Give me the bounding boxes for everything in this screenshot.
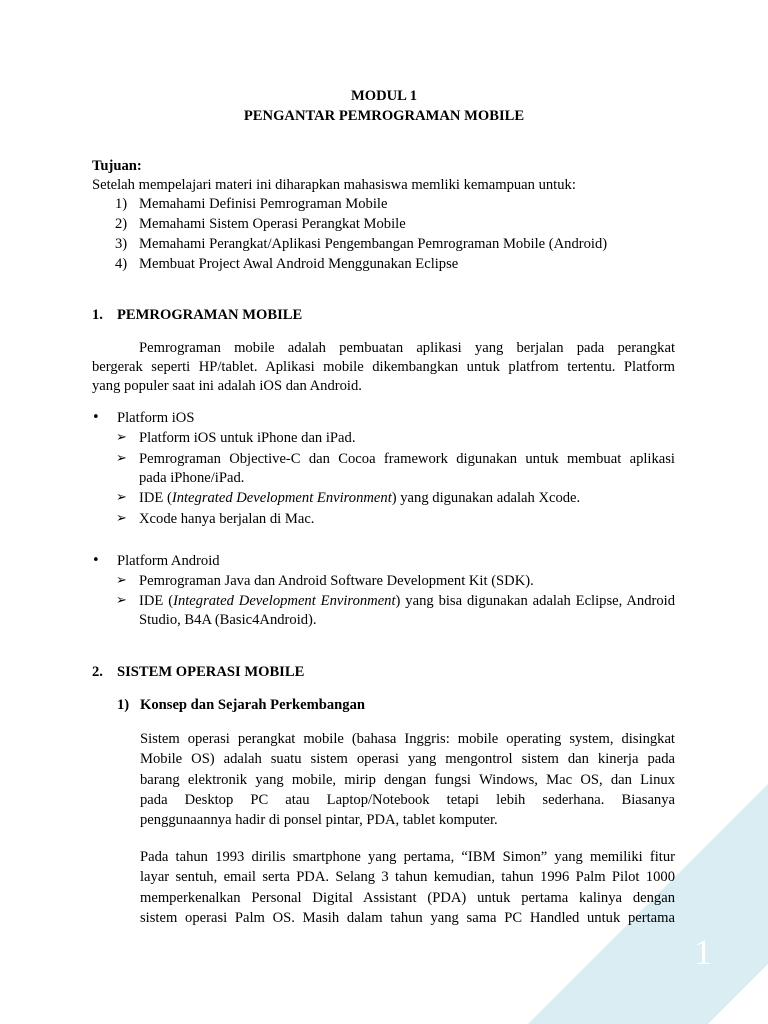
paragraph-line: barang elektronik yang mobile, mirip dengan fungsi Windows, Mac OS, dan Linux	[140, 771, 675, 788]
platform-android-label: Platform Android	[117, 553, 220, 569]
paragraph-line: Pemrograman mobile adalah pembuatan aplikasi yang berjalan pada perangkat	[139, 340, 675, 356]
paragraph-line: bergerak seperti HP/tablet. Aplikasi mobile dikembangkan untuk platfrom tertentu. Platform	[92, 359, 675, 375]
ios-point-line: pada iPhone/iPad.	[139, 470, 245, 486]
subsection-heading: Konsep dan Sejarah Perkembangan	[140, 697, 366, 713]
arrow-bullet-icon: ➢	[116, 573, 127, 588]
android-point-line	[139, 592, 675, 611]
section-heading: SISTEM OPERASI MOBILE	[117, 664, 305, 680]
objective-number: 3)	[115, 236, 128, 252]
android-point-line: Studio, B4A (Basic4Android).	[139, 612, 317, 628]
ios-point-line: Pemrograman Objective-C dan Cocoa framework digunakan untuk membuat aplikasi	[139, 451, 675, 467]
paragraph-line: Mobile OS) adalah suatu sistem operasi yang mengontrol sistem dan kinerja pada	[140, 751, 675, 768]
page-title: PENGANTAR PEMROGRAMAN MOBILE	[243, 108, 525, 124]
paragraph-line: Pada tahun 1993 dirilis smartphone yang pertama, “IBM Simon” yang memiliki fitur	[140, 849, 675, 865]
section-number: 2.	[92, 664, 103, 680]
android-point	[139, 592, 675, 630]
paragraph-line: penggunaannya hadir di ponsel pintar, PDA, tablet komputer.	[140, 812, 498, 829]
ios-point: Xcode hanya berjalan di Mac.	[139, 511, 315, 527]
subsection-number: 1)	[117, 697, 130, 713]
paragraph-line: yang populer saat ini adalah iOS dan Android.	[92, 378, 362, 394]
objective-text: Memahami Definisi Pemrograman Mobile	[139, 196, 388, 212]
objective-number: 1)	[115, 196, 128, 212]
paragraph-line: Sistem operasi perangkat mobile (bahasa Inggris: mobile operating system, disingkat	[140, 731, 675, 747]
ios-point: Platform iOS untuk iPhone dan iPad.	[139, 430, 356, 446]
text-fragment: IDE (	[139, 490, 172, 506]
platform-ios-label: Platform iOS	[117, 410, 195, 426]
text-fragment: IDE (	[139, 593, 174, 609]
section-heading: PEMROGRAMAN MOBILE	[117, 307, 303, 323]
objective-text: Memahami Sistem Operasi Perangkat Mobile	[139, 216, 406, 232]
paragraph-line: layar sentuh, email serta PDA. Selang 3 tahun kemudian, tahun 1996 Palm Pilot 1000	[140, 869, 675, 886]
text-fragment: ) yang bisa digunakan adalah Eclipse, Android	[395, 593, 676, 609]
objective-number: 4)	[115, 256, 128, 272]
arrow-bullet-icon: ➢	[116, 451, 127, 466]
text-fragment: ) yang digunakan adalah Xcode.	[391, 490, 581, 506]
section1-paragraph	[92, 339, 675, 396]
arrow-bullet-icon: ➢	[116, 511, 127, 526]
arrow-bullet-icon: ➢	[116, 430, 127, 445]
arrow-bullet-icon: ➢	[116, 490, 127, 505]
paragraph-line: memperkenalkan Personal Digital Assistant (PDA) untuk pertama kalinya dengan	[140, 889, 675, 906]
paragraph-line: pada Desktop PC atau Laptop/Notebook tetapi lebih sederhana. Biasanya	[140, 791, 675, 808]
italic-term: Integrated Development Environment	[171, 490, 392, 506]
section2-paragraph-2	[140, 847, 675, 928]
objectives-label: Tujuan:	[92, 158, 142, 174]
italic-term: Integrated Development Environment	[173, 593, 396, 609]
objective-text: Membuat Project Awal Android Menggunakan Eclipse	[139, 256, 459, 272]
page-number: 1	[694, 932, 712, 972]
objectives-intro: Setelah mempelajari materi ini diharapkan mahasiswa memliki kemampuan untuk:	[92, 177, 576, 193]
android-point: Pemrograman Java dan Android Software Development Kit (SDK).	[139, 573, 534, 589]
ios-point	[139, 489, 580, 508]
ios-point	[139, 450, 675, 488]
section2-paragraph-1	[140, 729, 675, 830]
section-number: 1.	[92, 307, 103, 323]
objective-number: 2)	[115, 216, 128, 232]
bullet-icon: •	[92, 410, 100, 425]
module-label: MODUL 1	[350, 88, 418, 104]
arrow-bullet-icon: ➢	[116, 593, 127, 608]
objective-text: Memahami Perangkat/Aplikasi Pengembangan Pemrograman Mobile (Android)	[139, 236, 608, 252]
bullet-icon: •	[92, 553, 100, 568]
paragraph-line: sistem operasi Palm OS. Masih dalam tahun yang sama PC Handled untuk pertama	[140, 909, 675, 926]
